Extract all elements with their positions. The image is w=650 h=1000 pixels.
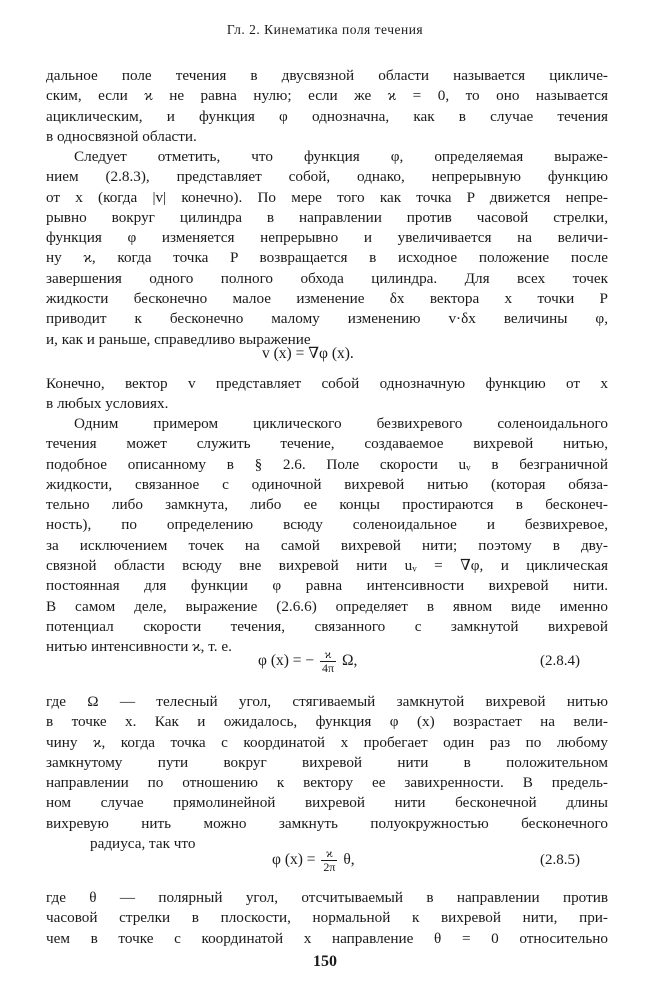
text-line: за исключением точек на самой вихревой нити; поэтому в дву- [46,536,608,554]
text-line: в точке x. Как и ожидалось, функция φ (x) возрастает на вели- [46,713,608,731]
text-line: связной области всюду вне вихревой нити uᵥ = ∇φ, и циклическая [46,557,608,575]
text-line: в любых условиях. [46,395,169,413]
paragraph-polar-angle [46,888,608,949]
equation-2-8-4 [258,648,357,675]
text-line: часовой стрелки в плоскости, нормальной к вихревой нити, при- [46,909,608,927]
text-line: ским, если ϰ не равна нулю; если же ϰ = 0, то оно называется [46,87,608,105]
text-line: Следует отметить, что функция φ, определяемая выраже- [74,148,608,165]
text-line: Одним примером циклического безвихревого соленоидального [74,415,608,432]
text-line: завершения одного полного обхода цилиндра. Для всех точек [46,269,608,287]
text-line: потенциал скорости течения, связанного с замкнутой вихревой [46,617,608,635]
text-line: ность), по определению всюду соленоидальное и безвихревое, [46,516,608,534]
text-line: где θ — полярный угол, отсчитываемый в направлении против [46,889,608,906]
running-header: Гл. 2. Кинематика поля течения [226,22,424,37]
text-line: дальное поле течения в двусвязной области называется цикличе- [46,67,608,84]
text-line: вихревую нить можно замкнуть полуокружностью бесконечного [46,814,608,832]
fraction [321,847,337,874]
equation-rhs: Ω, [341,652,358,670]
fraction-denominator: 2π [323,860,336,874]
text-line: функция φ изменяется непрерывно и увеличивается на величи- [46,229,608,247]
text-line: чем в точке с координатой x направление θ = 0 относительно [46,929,608,947]
text-line: нием (2.8.3), представляет собой, однако, непрерывную функцию [46,168,608,186]
text-line: чину ϰ, когда точка с координатой x пробегает один раз по любому [46,733,608,751]
equation-number: (2.8.5) [540,852,580,868]
equation-lhs: φ (x) = [272,851,316,869]
text-line: замкнутому пути вокруг вихревой нити в положительном [46,753,608,771]
paragraph-function-phi [46,147,608,350]
paragraph-continuation [46,66,608,147]
paragraph-solid-angle [46,692,608,854]
text-line: Конечно, вектор v представляет собой однозначную функцию от x [46,375,608,392]
text-line: ну ϰ, когда точка P возвращается в исходное положение после [46,249,608,267]
text-line: подобное описанному в § 2.6. Поле скорости uᵥ в безграничной [46,455,608,473]
text-line: направлении по отношению к вектору ее завихренности. В предель- [46,774,608,792]
text-line: течения может служить течение, создаваемое вихревой нитью, [46,435,608,453]
page-number: 150 [313,953,337,970]
text-line: рывно вокруг цилиндра в направлении против часовой стрелки, [46,208,608,226]
text-line: В самом деле, выражение (2.6.6) определяет в явном виде именно [46,597,608,615]
equation-number: (2.8.4) [540,653,580,669]
text-line: жидкости бесконечно малое изменение δx вектора x точки P [46,290,608,308]
text-line: и, как и раньше, справедливо выражение [46,330,311,348]
text-line: ном случае прямолинейной вихревой нити бесконечной длины [46,794,608,812]
text-line: нитью интенсивности ϰ, т. е. [46,638,232,656]
fraction [320,648,336,675]
text-line: жидкости, связанное с одиночной вихревой нитью (которая обяза- [46,475,608,493]
fraction-numerator: ϰ [320,648,336,662]
text-line: постоянная для функции φ равна интенсивности вихревой нити. [46,577,608,595]
text-line: ациклическим, и функция φ однозначна, как в случае течения [46,107,608,125]
text-line: в односвязной области. [46,127,197,145]
equation-2-8-5 [272,847,355,874]
text-line: где Ω — телесный угол, стягиваемый замкнутой вихревой нитью [46,693,608,710]
equation-gradient: v (x) = ∇φ (x). [262,345,354,362]
paragraph-vortex-filament [46,414,608,658]
text-line: приводит к бесконечно малому изменению v·δx величины φ, [46,310,608,328]
fraction-numerator: ϰ [321,847,337,861]
equation-lhs: φ (x) = − [258,652,315,670]
text-line: радиуса, так что [90,835,196,853]
fraction-denominator: 4π [322,661,335,675]
text-line: от x (когда |v| конечно). По мере того как точка P движется непре- [46,188,608,206]
equation-rhs: θ, [343,851,355,869]
paragraph-single-valued [46,374,608,415]
text-line: тельно либо замкнута, либо ее концы простираются в бесконеч- [46,496,608,514]
